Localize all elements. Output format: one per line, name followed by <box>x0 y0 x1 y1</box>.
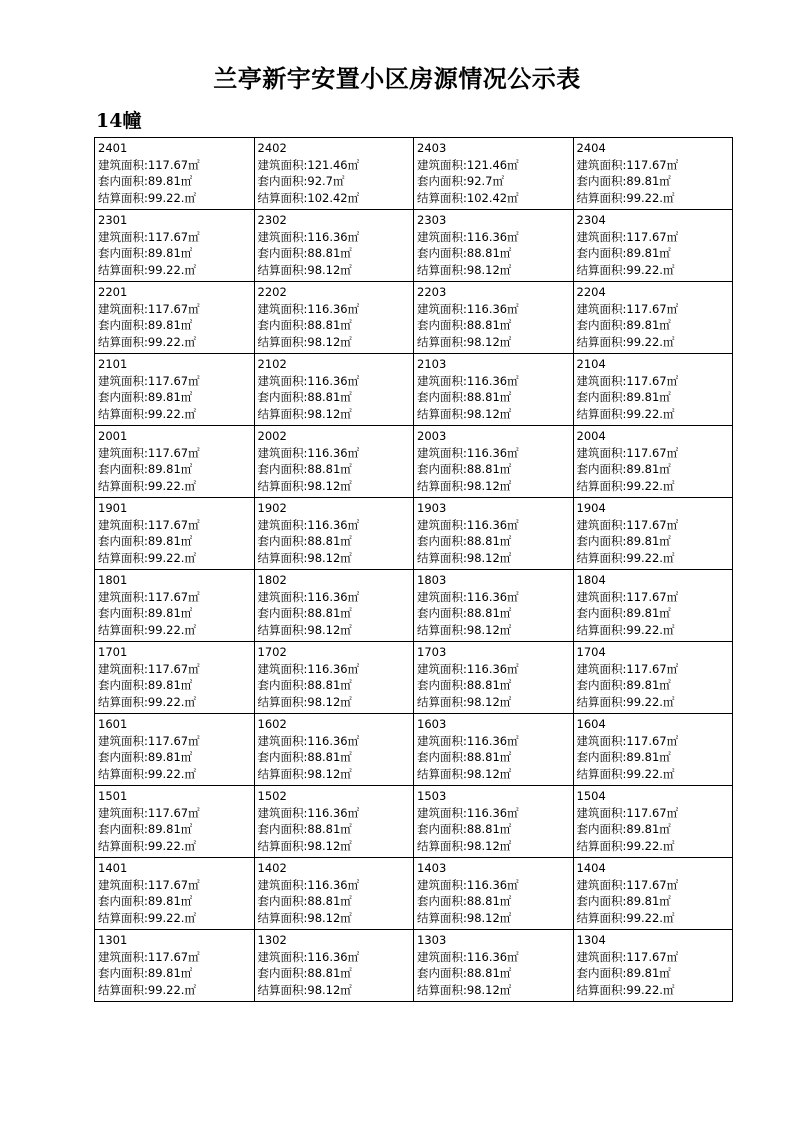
unit-settlement-area: 结算面积:99.22.㎡ <box>576 406 675 421</box>
unit-building-area: 建筑面积:116.36㎡ <box>417 877 519 892</box>
unit-number: 2004 <box>576 429 606 443</box>
unit-cell <box>95 138 255 210</box>
unit-building-area: 建筑面积:116.36㎡ <box>417 229 519 244</box>
unit-building-area: 建筑面积:117.67㎡ <box>98 445 200 460</box>
unit-number: 1704 <box>576 645 606 659</box>
unit-number: 1501 <box>98 789 128 803</box>
unit-cell <box>95 930 255 1002</box>
unit-cell <box>254 498 414 570</box>
unit-building-area: 建筑面积:117.67㎡ <box>98 301 200 316</box>
unit-number: 1904 <box>576 501 606 515</box>
unit-cell <box>254 426 414 498</box>
unit-cell <box>573 354 733 426</box>
unit-settlement-area: 结算面积:99.22.㎡ <box>98 550 196 565</box>
unit-building-area: 建筑面积:117.67㎡ <box>576 373 679 388</box>
unit-settlement-area: 结算面积:98.12㎡ <box>417 982 512 997</box>
unit-settlement-area: 结算面积:99.22.㎡ <box>98 766 196 781</box>
table-row <box>95 354 733 426</box>
unit-building-area: 建筑面积:116.36㎡ <box>257 661 360 676</box>
unit-inner-area: 套内面积:88.81㎡ <box>417 606 512 620</box>
unit-number: 2003 <box>417 429 447 443</box>
unit-inner-area: 套内面积:89.81㎡ <box>98 462 193 476</box>
unit-settlement-area: 结算面积:99.22.㎡ <box>98 190 196 205</box>
unit-settlement-area: 结算面积:99.22.㎡ <box>576 478 675 493</box>
unit-settlement-area: 结算面积:99.22.㎡ <box>576 766 675 781</box>
unit-number: 1601 <box>98 717 128 731</box>
unit-building-area: 建筑面积:117.67㎡ <box>98 229 200 244</box>
unit-number: 2203 <box>417 285 447 299</box>
unit-inner-area: 套内面积:88.81㎡ <box>257 678 352 692</box>
unit-cell <box>414 642 574 714</box>
unit-number: 2102 <box>257 357 287 371</box>
table-row <box>95 282 733 354</box>
unit-inner-area: 套内面积:88.81㎡ <box>417 534 512 548</box>
unit-inner-area: 套内面积:89.81㎡ <box>576 750 671 764</box>
unit-inner-area: 套内面积:88.81㎡ <box>257 534 352 548</box>
unit-building-area: 建筑面积:117.67㎡ <box>576 229 679 244</box>
unit-cell <box>573 570 733 642</box>
unit-settlement-area: 结算面积:99.22.㎡ <box>98 622 196 637</box>
unit-settlement-area: 结算面积:98.12㎡ <box>417 622 512 637</box>
unit-inner-area: 套内面积:88.81㎡ <box>257 462 352 476</box>
unit-cell <box>95 426 255 498</box>
unit-building-area: 建筑面积:117.67㎡ <box>98 373 200 388</box>
unit-settlement-area: 结算面积:98.12㎡ <box>417 838 512 853</box>
unit-inner-area: 套内面积:88.81㎡ <box>417 678 512 692</box>
unit-cell <box>414 498 574 570</box>
unit-cell <box>254 786 414 858</box>
unit-inner-area: 套内面积:89.81㎡ <box>98 966 193 980</box>
unit-number: 2301 <box>98 213 128 227</box>
unit-cell <box>573 714 733 786</box>
unit-number: 1702 <box>257 645 287 659</box>
unit-settlement-area: 结算面积:98.12㎡ <box>417 406 512 421</box>
unit-number: 2104 <box>576 357 606 371</box>
unit-building-area: 建筑面积:121.46㎡ <box>417 157 519 172</box>
unit-number: 2001 <box>98 429 128 443</box>
unit-building-area: 建筑面积:116.36㎡ <box>417 373 519 388</box>
unit-cell <box>414 354 574 426</box>
unit-settlement-area: 结算面积:98.12㎡ <box>257 982 352 997</box>
unit-cell <box>254 354 414 426</box>
unit-inner-area: 套内面积:88.81㎡ <box>257 894 352 908</box>
unit-settlement-area: 结算面积:99.22.㎡ <box>576 622 675 637</box>
unit-cell <box>254 858 414 930</box>
unit-inner-area: 套内面积:89.81㎡ <box>98 390 193 404</box>
unit-cell <box>254 714 414 786</box>
unit-cell <box>573 786 733 858</box>
unit-inner-area: 套内面积:88.81㎡ <box>417 246 512 260</box>
unit-settlement-area: 结算面积:99.22.㎡ <box>98 910 196 925</box>
unit-settlement-area: 结算面积:98.12㎡ <box>257 622 352 637</box>
table-row <box>95 570 733 642</box>
unit-inner-area: 套内面积:88.81㎡ <box>257 750 352 764</box>
unit-building-area: 建筑面积:117.67㎡ <box>576 661 679 676</box>
unit-number: 2401 <box>98 141 128 155</box>
unit-number: 1603 <box>417 717 447 731</box>
unit-settlement-area: 结算面积:98.12㎡ <box>257 910 352 925</box>
unit-inner-area: 套内面积:89.81㎡ <box>576 246 671 260</box>
unit-inner-area: 套内面积:89.81㎡ <box>576 966 671 980</box>
unit-cell <box>414 138 574 210</box>
unit-number: 1803 <box>417 573 447 587</box>
unit-settlement-area: 结算面积:98.12㎡ <box>417 262 512 277</box>
unit-cell <box>573 426 733 498</box>
unit-number: 2302 <box>257 213 287 227</box>
unit-inner-area: 套内面积:88.81㎡ <box>257 318 352 332</box>
unit-number: 1404 <box>576 861 606 875</box>
unit-inner-area: 套内面积:88.81㎡ <box>417 894 512 908</box>
unit-cell <box>254 138 414 210</box>
unit-settlement-area: 结算面积:102.42㎡ <box>257 190 360 205</box>
unit-building-area: 建筑面积:117.67㎡ <box>576 805 679 820</box>
unit-settlement-area: 结算面积:99.22.㎡ <box>576 910 675 925</box>
unit-building-area: 建筑面积:116.36㎡ <box>417 589 519 604</box>
unit-cell <box>414 570 574 642</box>
unit-inner-area: 套内面积:89.81㎡ <box>576 606 671 620</box>
unit-number: 2402 <box>257 141 287 155</box>
table-row <box>95 714 733 786</box>
table-row <box>95 426 733 498</box>
unit-cell <box>95 642 255 714</box>
unit-settlement-area: 结算面积:99.22.㎡ <box>576 838 675 853</box>
unit-building-area: 建筑面积:116.36㎡ <box>257 445 360 460</box>
unit-inner-area: 套内面积:92.7㎡ <box>417 174 504 188</box>
unit-inner-area: 套内面积:89.81㎡ <box>576 678 671 692</box>
unit-number: 2002 <box>257 429 287 443</box>
unit-settlement-area: 结算面积:99.22.㎡ <box>576 982 675 997</box>
unit-settlement-area: 结算面积:99.22.㎡ <box>98 262 196 277</box>
unit-inner-area: 套内面积:89.81㎡ <box>98 750 193 764</box>
unit-number: 1502 <box>257 789 287 803</box>
unit-cell <box>254 930 414 1002</box>
unit-inner-area: 套内面积:89.81㎡ <box>576 174 671 188</box>
unit-cell <box>254 210 414 282</box>
unit-settlement-area: 结算面积:98.12㎡ <box>417 478 512 493</box>
unit-building-area: 建筑面积:117.67㎡ <box>576 157 679 172</box>
unit-table-body <box>95 138 733 1002</box>
unit-number: 1604 <box>576 717 606 731</box>
unit-inner-area: 套内面积:89.81㎡ <box>98 318 193 332</box>
unit-inner-area: 套内面积:88.81㎡ <box>417 462 512 476</box>
unit-number: 1801 <box>98 573 128 587</box>
unit-number: 2304 <box>576 213 606 227</box>
table-row <box>95 138 733 210</box>
unit-cell <box>573 498 733 570</box>
unit-building-area: 建筑面积:116.36㎡ <box>257 949 360 964</box>
unit-cell <box>573 138 733 210</box>
unit-settlement-area: 结算面积:98.12㎡ <box>417 550 512 565</box>
unit-number: 1903 <box>417 501 447 515</box>
unit-inner-area: 套内面积:89.81㎡ <box>576 318 671 332</box>
unit-inner-area: 套内面积:89.81㎡ <box>576 462 671 476</box>
unit-inner-area: 套内面积:88.81㎡ <box>257 390 352 404</box>
unit-number: 2303 <box>417 213 447 227</box>
unit-settlement-area: 结算面积:102.42㎡ <box>417 190 519 205</box>
unit-cell <box>95 282 255 354</box>
unit-number: 1303 <box>417 933 447 947</box>
unit-cell <box>414 714 574 786</box>
unit-inner-area: 套内面积:89.81㎡ <box>98 606 193 620</box>
unit-settlement-area: 结算面积:99.22.㎡ <box>98 334 196 349</box>
unit-settlement-area: 结算面积:98.12㎡ <box>417 766 512 781</box>
unit-settlement-area: 结算面积:99.22.㎡ <box>98 478 196 493</box>
unit-number: 2101 <box>98 357 128 371</box>
unit-inner-area: 套内面积:92.7㎡ <box>257 174 345 188</box>
unit-settlement-area: 结算面积:98.12㎡ <box>257 838 352 853</box>
unit-building-area: 建筑面积:117.67㎡ <box>576 733 679 748</box>
unit-inner-area: 套内面积:88.81㎡ <box>257 246 352 260</box>
building-label: 14幢 <box>96 110 142 132</box>
table-row <box>95 498 733 570</box>
unit-cell <box>414 858 574 930</box>
unit-inner-area: 套内面积:88.81㎡ <box>417 390 512 404</box>
unit-number: 1403 <box>417 861 447 875</box>
unit-inner-area: 套内面积:88.81㎡ <box>257 822 352 836</box>
unit-cell <box>95 210 255 282</box>
unit-number: 2404 <box>576 141 606 155</box>
unit-inner-area: 套内面积:89.81㎡ <box>98 894 193 908</box>
unit-building-area: 建筑面积:116.36㎡ <box>257 517 360 532</box>
unit-building-area: 建筑面积:117.67㎡ <box>576 445 679 460</box>
unit-number: 1304 <box>576 933 606 947</box>
unit-cell <box>95 354 255 426</box>
unit-number: 1804 <box>576 573 606 587</box>
unit-number: 1401 <box>98 861 128 875</box>
unit-building-area: 建筑面积:116.36㎡ <box>417 661 519 676</box>
unit-number: 1504 <box>576 789 606 803</box>
unit-building-area: 建筑面积:116.36㎡ <box>417 733 519 748</box>
unit-building-area: 建筑面积:117.67㎡ <box>98 805 200 820</box>
table-row <box>95 786 733 858</box>
unit-building-area: 建筑面积:116.36㎡ <box>417 805 519 820</box>
unit-settlement-area: 结算面积:98.12㎡ <box>417 694 512 709</box>
unit-settlement-area: 结算面积:98.12㎡ <box>257 478 352 493</box>
unit-cell <box>254 570 414 642</box>
unit-settlement-area: 结算面积:98.12㎡ <box>257 406 352 421</box>
unit-number: 1701 <box>98 645 128 659</box>
unit-settlement-area: 结算面积:98.12㎡ <box>257 550 352 565</box>
unit-settlement-area: 结算面积:99.22.㎡ <box>576 334 675 349</box>
unit-number: 1503 <box>417 789 447 803</box>
unit-settlement-area: 结算面积:99.22.㎡ <box>98 406 196 421</box>
unit-building-area: 建筑面积:117.67㎡ <box>98 949 200 964</box>
unit-settlement-area: 结算面积:98.12㎡ <box>417 334 512 349</box>
unit-cell <box>95 714 255 786</box>
unit-cell <box>573 858 733 930</box>
unit-number: 2103 <box>417 357 447 371</box>
unit-building-area: 建筑面积:117.67㎡ <box>576 877 679 892</box>
unit-inner-area: 套内面积:89.81㎡ <box>98 534 193 548</box>
unit-cell <box>414 282 574 354</box>
unit-building-area: 建筑面积:116.36㎡ <box>257 229 360 244</box>
unit-building-area: 建筑面积:117.67㎡ <box>98 589 200 604</box>
unit-building-area: 建筑面积:117.67㎡ <box>98 517 200 532</box>
unit-inner-area: 套内面积:88.81㎡ <box>417 750 512 764</box>
unit-settlement-area: 结算面积:99.22.㎡ <box>98 982 196 997</box>
unit-number: 1302 <box>257 933 287 947</box>
unit-cell <box>414 426 574 498</box>
unit-building-area: 建筑面积:117.67㎡ <box>98 661 200 676</box>
table-row <box>95 210 733 282</box>
unit-settlement-area: 结算面积:99.22.㎡ <box>576 694 675 709</box>
unit-inner-area: 套内面积:88.81㎡ <box>257 966 352 980</box>
table-row <box>95 858 733 930</box>
unit-building-area: 建筑面积:116.36㎡ <box>257 733 360 748</box>
unit-cell <box>573 210 733 282</box>
unit-number: 1301 <box>98 933 128 947</box>
unit-building-area: 建筑面积:117.67㎡ <box>576 949 679 964</box>
page-title: 兰亭新宇安置小区房源情况公示表 <box>213 64 581 93</box>
unit-building-area: 建筑面积:117.67㎡ <box>576 589 679 604</box>
table-row <box>95 642 733 714</box>
unit-number: 2202 <box>257 285 287 299</box>
unit-building-area: 建筑面积:117.67㎡ <box>576 517 679 532</box>
unit-inner-area: 套内面积:89.81㎡ <box>576 390 671 404</box>
unit-inner-area: 套内面积:89.81㎡ <box>576 534 671 548</box>
unit-cell <box>95 858 255 930</box>
unit-inner-area: 套内面积:89.81㎡ <box>98 246 193 260</box>
unit-number: 2201 <box>98 285 128 299</box>
unit-building-area: 建筑面积:116.36㎡ <box>257 805 360 820</box>
unit-inner-area: 套内面积:89.81㎡ <box>576 822 671 836</box>
unit-number: 1902 <box>257 501 287 515</box>
unit-building-area: 建筑面积:116.36㎡ <box>417 445 519 460</box>
unit-inner-area: 套内面积:89.81㎡ <box>98 174 193 188</box>
unit-cell <box>573 282 733 354</box>
unit-building-area: 建筑面积:116.36㎡ <box>257 301 360 316</box>
unit-number: 1703 <box>417 645 447 659</box>
unit-inner-area: 套内面积:88.81㎡ <box>257 606 352 620</box>
unit-settlement-area: 结算面积:99.22.㎡ <box>576 190 675 205</box>
table-row <box>95 930 733 1002</box>
unit-settlement-area: 结算面积:98.12㎡ <box>417 910 512 925</box>
unit-settlement-area: 结算面积:99.22.㎡ <box>98 694 196 709</box>
unit-building-area: 建筑面积:117.67㎡ <box>98 157 200 172</box>
unit-cell <box>95 498 255 570</box>
unit-cell <box>573 930 733 1002</box>
unit-settlement-area: 结算面积:99.22.㎡ <box>98 838 196 853</box>
unit-building-area: 建筑面积:116.36㎡ <box>257 589 360 604</box>
unit-cell <box>573 642 733 714</box>
unit-number: 1802 <box>257 573 287 587</box>
unit-settlement-area: 结算面积:98.12㎡ <box>257 694 352 709</box>
unit-cell <box>414 930 574 1002</box>
unit-building-area: 建筑面积:116.36㎡ <box>417 301 519 316</box>
unit-number: 1901 <box>98 501 128 515</box>
unit-building-area: 建筑面积:117.67㎡ <box>98 733 200 748</box>
unit-inner-area: 套内面积:89.81㎡ <box>98 822 193 836</box>
unit-building-area: 建筑面积:116.36㎡ <box>417 949 519 964</box>
unit-inner-area: 套内面积:88.81㎡ <box>417 966 512 980</box>
unit-cell <box>414 210 574 282</box>
unit-cell <box>95 786 255 858</box>
unit-settlement-area: 结算面积:98.12㎡ <box>257 766 352 781</box>
unit-cell <box>254 282 414 354</box>
unit-inner-area: 套内面积:89.81㎡ <box>576 894 671 908</box>
unit-table <box>94 137 733 1002</box>
unit-inner-area: 套内面积:89.81㎡ <box>98 678 193 692</box>
unit-building-area: 建筑面积:116.36㎡ <box>257 373 360 388</box>
unit-cell <box>254 642 414 714</box>
unit-number: 2204 <box>576 285 606 299</box>
unit-number: 1602 <box>257 717 287 731</box>
unit-number: 1402 <box>257 861 287 875</box>
unit-building-area: 建筑面积:117.67㎡ <box>576 301 679 316</box>
unit-cell <box>414 786 574 858</box>
unit-settlement-area: 结算面积:99.22.㎡ <box>576 550 675 565</box>
unit-building-area: 建筑面积:116.36㎡ <box>257 877 360 892</box>
unit-number: 2403 <box>417 141 447 155</box>
unit-settlement-area: 结算面积:98.12㎡ <box>257 334 352 349</box>
unit-building-area: 建筑面积:116.36㎡ <box>417 517 519 532</box>
unit-settlement-area: 结算面积:99.22.㎡ <box>576 262 675 277</box>
unit-building-area: 建筑面积:117.67㎡ <box>98 877 200 892</box>
unit-cell <box>95 570 255 642</box>
unit-settlement-area: 结算面积:98.12㎡ <box>257 262 352 277</box>
unit-inner-area: 套内面积:88.81㎡ <box>417 318 512 332</box>
unit-inner-area: 套内面积:88.81㎡ <box>417 822 512 836</box>
unit-building-area: 建筑面积:121.46㎡ <box>257 157 360 172</box>
